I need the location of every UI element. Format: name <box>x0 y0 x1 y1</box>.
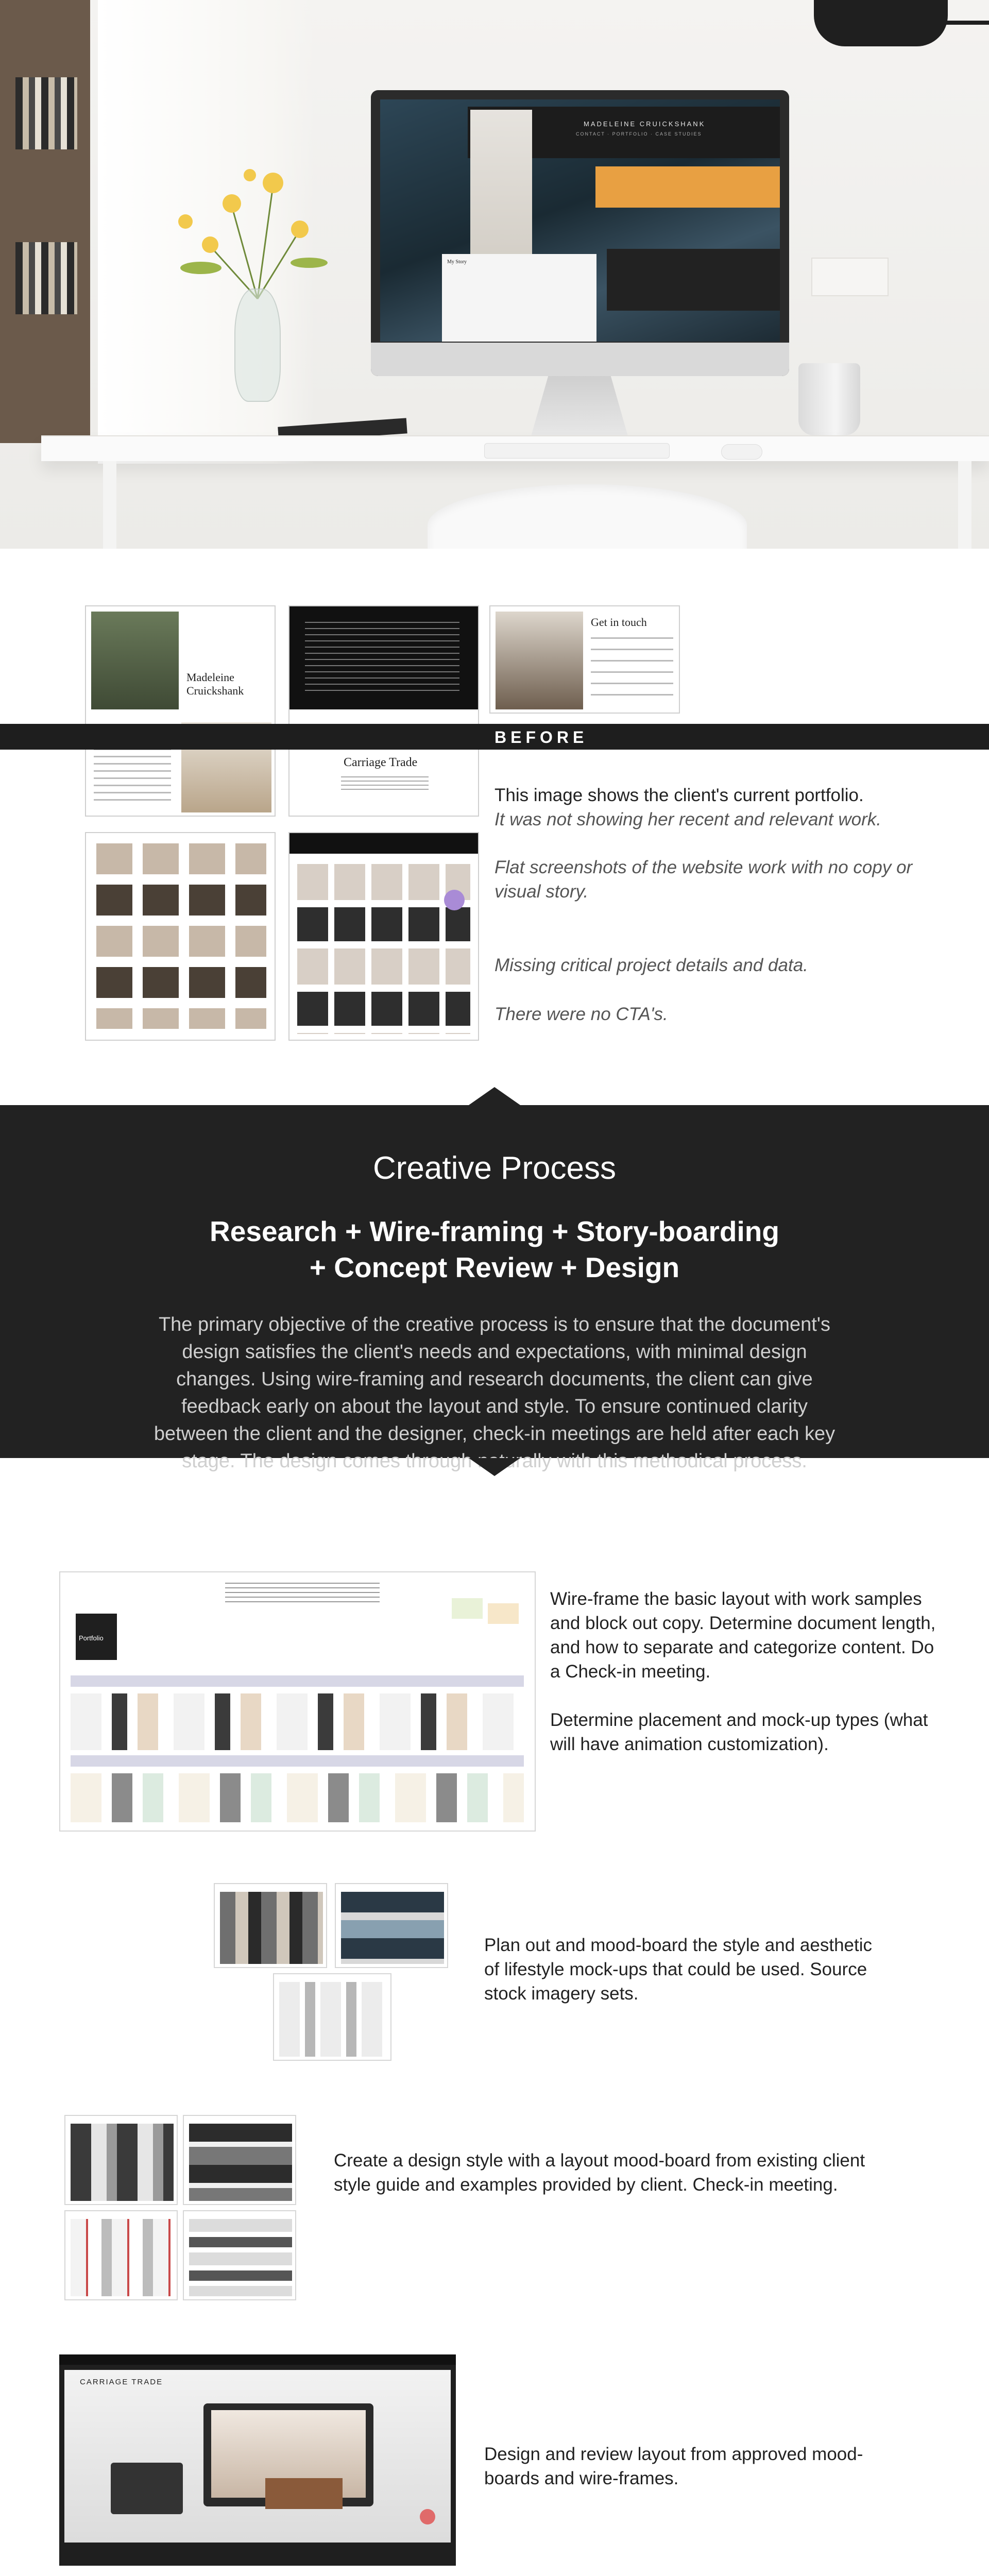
moodboard-image <box>335 1883 448 1968</box>
imac-chin <box>371 343 789 376</box>
desk-leg <box>103 461 116 549</box>
style-board <box>71 2219 174 2296</box>
layout-title: CARRIAGE TRADE <box>80 2378 163 2386</box>
moodboard-collage <box>341 1892 444 1964</box>
chair <box>428 484 747 549</box>
wireframe-row-bar <box>71 1675 524 1687</box>
before-line: This image shows the client's current portfolio. <box>494 785 864 805</box>
gallery-grid <box>297 864 470 1034</box>
sticky-note <box>488 1603 519 1624</box>
text-lines <box>94 741 171 803</box>
text-lines <box>591 637 673 699</box>
wall-outlet <box>811 258 889 296</box>
lamp-shade <box>814 0 948 46</box>
creative-title: Creative Process <box>372 1150 617 1186</box>
before-label: BEFORE <box>494 728 588 747</box>
before-line: There were no CTA's. <box>494 1004 668 1024</box>
section-notch <box>469 1458 520 1476</box>
step3-text: Create a design style with a layout mood-board from existing client style guide and examples provided by client. Check-in meeting. <box>334 2150 865 2195</box>
mouse <box>721 444 762 460</box>
section-notch <box>469 1087 520 1105</box>
thumb-project-title: Carriage Trade <box>344 756 418 769</box>
hero-desk-scene <box>0 0 989 549</box>
creative-body: The primary objective of the creative process is to ensure that the document's design satisfies the client's needs and expectations, with minimal design changes. Using wire-framing and research documents, the client can give feedback early on about the layout and style. To ensure continued clarity between the client and the designer, check-in meetings are held after each key stage. The design comes through naturally with this methodical process. <box>154 1314 835 1472</box>
books-row <box>15 242 77 314</box>
before-thumb-gallery <box>85 832 276 1041</box>
style-board <box>189 2124 292 2201</box>
dark-header <box>289 833 478 854</box>
sticky-note <box>452 1598 483 1619</box>
portrait-photo <box>496 612 583 709</box>
before-line: It was not showing her recent and relevant work. <box>494 809 881 829</box>
layout-note-dot <box>420 2509 435 2524</box>
screen-accent-block <box>595 166 780 208</box>
screen-dark-panel <box>607 249 780 311</box>
screen-about-panel <box>442 254 596 342</box>
imac-screen <box>380 99 780 342</box>
layout-laptop <box>111 2463 183 2514</box>
text-lines <box>341 776 429 792</box>
glass-vase <box>234 289 281 402</box>
text-lines <box>225 1583 380 1603</box>
bookshelf <box>0 0 90 443</box>
before-thumb-gallery-2 <box>288 832 479 1041</box>
screen-site-links: CONTACT · PORTFOLIO · CASE STUDIES <box>576 131 702 137</box>
style-board-image <box>183 2115 296 2205</box>
imac-monitor <box>371 90 789 376</box>
thumb-name: Madeleine Cruickshank <box>186 671 244 697</box>
creative-subtitle-line: + Concept Review + Design <box>309 1251 680 1283</box>
step1-text: Wire-frame the basic layout with work samples and block out copy. Determine document length, and how to separate and categorize content. Do a Check-in meeting. <box>550 1589 936 1682</box>
layout-top-bar <box>59 2354 456 2365</box>
gallery-grid <box>96 843 266 1029</box>
style-board <box>71 2124 174 2201</box>
before-thumb-project <box>288 605 479 817</box>
screen-about-title: My Story <box>447 259 467 265</box>
coffee-mug <box>798 363 860 435</box>
screen-site-name: MADELEINE CRUICKSHANK <box>584 120 706 128</box>
creative-process-section <box>0 1105 989 1472</box>
flowers-illustration <box>155 144 330 304</box>
text-lines <box>305 622 459 694</box>
wireframe-label: Portfolio <box>79 1634 104 1642</box>
imac-stand <box>531 376 628 438</box>
wireframe-thumbs <box>71 1693 524 1750</box>
before-line: Missing critical project details and data. <box>494 955 808 975</box>
portrait-photo <box>91 612 179 709</box>
wireframe-thumbs <box>71 1773 524 1822</box>
keyboard <box>484 443 670 459</box>
moodboard-collage <box>220 1892 323 1964</box>
step2-text: Plan out and mood-board the style and aesthetic of lifestyle mock-ups that could be used. Source stock imagery sets. <box>484 1935 872 2004</box>
moodboard-image <box>273 1973 391 2061</box>
desk-leg <box>958 461 971 549</box>
step1-text-2: Determine placement and mock-up types (what will have animation customization). <box>550 1710 928 1754</box>
before-thumb-about <box>85 605 276 817</box>
layout-design-image <box>59 2354 456 2566</box>
before-thumb-contact <box>489 605 680 714</box>
style-board-image <box>64 2115 178 2205</box>
creative-subtitle-line: Research + Wire-framing + Story-boarding <box>210 1215 779 1247</box>
creative-subtitle <box>0 1213 989 1285</box>
before-line: Flat screenshots of the website work with no copy or visual story. <box>494 857 913 902</box>
accent-circle <box>444 890 465 910</box>
style-board-image <box>64 2210 178 2300</box>
step4-text: Design and review layout from approved mood-boards and wire-frames. <box>484 2444 863 2488</box>
wireframe-image <box>59 1571 536 1832</box>
layout-desk-block <box>265 2478 343 2509</box>
moodboard-collage <box>279 1982 387 2057</box>
moodboard-image <box>214 1883 327 1968</box>
books-row <box>15 77 77 149</box>
wireframe-row-bar <box>71 1755 524 1767</box>
style-board-image <box>183 2210 296 2300</box>
thumb-contact-title: Get in touch <box>591 616 647 629</box>
screen-portrait <box>470 110 532 264</box>
style-board <box>189 2219 292 2296</box>
